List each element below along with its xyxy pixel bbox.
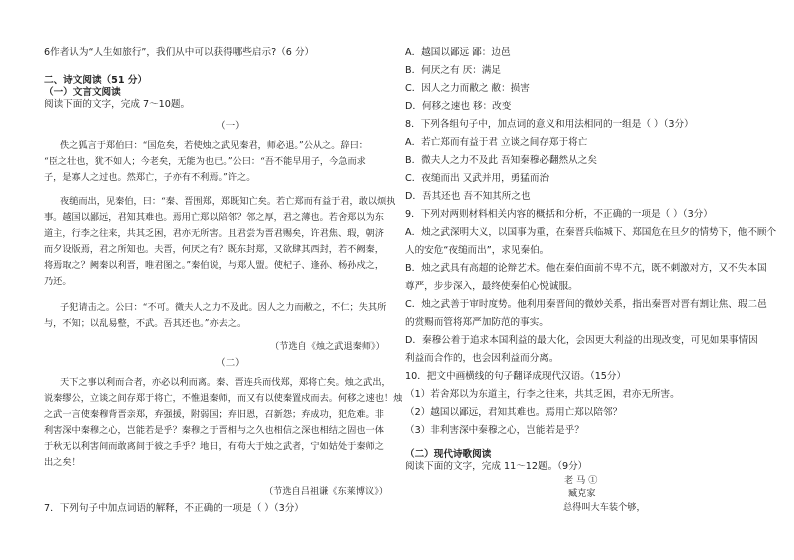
poem-author: 臧克家 [568,488,596,499]
passage-line: 说秦缪公，立谈之间存郑于将亡，不惟退秦师，而又有以使秦置戍而去。何移之速也！烛 [44,393,403,404]
q8-option-b: B．微夫人之力不及此 吾知秦穆必翻然从之矣 [405,155,597,166]
text-marker-1: （一） [216,121,245,132]
passage-line: 出之矣！ [44,457,81,468]
q9-line: 的赏赐而管将郑严加防范的事实。 [405,317,549,328]
q7-option-d: D．何移之速也 移：改变 [405,101,512,112]
q9-line: D．秦穆公着于追求本国利益的最大化，会因更大利益的出现改变，可见如果事情因 [405,335,758,346]
subsection-classical: （一）文言文阅读 [44,87,121,98]
q7-option-a: A．越国以鄙远 鄙：边邑 [405,47,511,58]
question-10: 10．把文中画横线的句子翻译成现代汉语。（15分） [405,371,627,382]
q10-item-3: （3）非利害深中秦穆之心，岂能若是乎？ [405,425,584,436]
source-citation-1: （节选自《烛之武退秦师》） [270,341,385,352]
section-heading-poetry: 二、诗文阅读（51 分） [44,75,148,86]
q9-line: C．烛之武善于审时度势。他利用秦晋间的微妙关系，指出秦晋对晋有割让焦、瑕二邑 [405,299,767,310]
q9-line: A．烛之武深明大义，以国事为重，在秦晋兵临城下、郑国危在旦夕的情势下，他不顾个 [405,227,777,238]
q9-line: B．烛之武具有高超的论辩艺术。他在秦伯面前不卑不亢，既不刺激对方，又不失本国 [405,263,767,274]
passage-line: 事。越国以鄙远，君知其难也。焉用亡郑以陪邻？邻之厚，君之薄也。若舍郑以为东 [44,212,384,223]
passage-line: 利害深中秦穆之心，岂能若是乎？秦穆之于晋相与之久也相信之深也相结之固也一体 [44,425,384,436]
passage-line: 夜缒而出，见秦伯，曰：“秦、晋围郑，郑既知亡矣。若亡郑而有益于君，敢以烦执 [60,196,396,207]
poem-title: 老 马 ① [564,475,598,486]
q10-item-2: （2）越国以鄙远，君知其难也。焉用亡郑以陪邻？ [405,407,623,418]
passage-line: 道主，行李之往来，共其乏困，君亦无所害。且君尝为晋君赐矣，许君焦、瑕，朝济 [44,228,384,239]
text-marker-2: （二） [216,358,245,369]
passage-line: 乃还。 [44,276,72,287]
passage-line: 于秋无以利害间而敢离间于彼之手乎？地日，有苟大于烛之武者，宁如姑处于秦师之 [44,441,384,452]
passage-line: “臣之壮也，犹不如人；今老矣，无能为也已。”公曰：“吾不能早用子，今急而求 [44,156,366,167]
q8-option-c: C．夜缒而出 又武并用，勇猛而治 [405,173,550,184]
q8-option-d: D．吾其还也 吾不知其所之也 [405,191,531,202]
poem-line: 总得叫大车装个够， [563,502,646,513]
passage-line: 而夕设版焉，君之所知也。夫晋，何厌之有？既东封郑，又欲肆其西封，若不阙秦， [44,244,384,255]
question-8: 8．下列各组句子中，加点词的意义和用法相同的一组是（ ）（3分） [405,119,694,130]
instruction-text: 阅读下面的文字，完成 7～10题。 [44,99,191,110]
question-6: 6作者认为“人生如旅行”，我们从中可以获得哪些启示?（6 分） [44,47,315,58]
q10-item-1: （1）若舍郑以为东道主，行李之往来，共其乏困，君亦无所害。 [405,389,680,400]
source-citation-2: （节选自吕祖谦《东莱博议》） [264,486,389,497]
passage-line: 天下之事以利而合者，亦必以利而离。秦、晋连兵而伐郑，郑将亡矣。烛之武出， [60,377,391,388]
q9-line: 尊严，步步深入，最终使秦伯心悦诚服。 [405,281,578,292]
passage-line: 子犯请击之。公曰：“不可。微夫人之力不及此。因人之力而敝之，不仁；失其所 [60,302,387,313]
passage-line: 佚之狐言于郑伯曰：“国危矣，若使烛之武见秦君，师必退。”公从之。辞曰： [60,140,368,151]
q7-option-c: C．因人之力而敝之 敝：损害 [405,83,530,94]
instruction-text-2: 阅读下面的文字，完成 11～12题。（9分） [405,461,588,472]
subsection-modern-poetry: （二）现代诗歌阅读 [405,449,492,460]
q9-line: 人的安危“夜缒而出”，求见秦伯。 [405,245,550,256]
question-9: 9．下列对两则材料相关内容的概括和分析，不正确的一项是（ ）（3分） [405,209,713,220]
passage-line: 将焉取之？阙秦以利晋，唯君图之。”秦伯说，与郑人盟。使杞子、逢孙、杨孙戍之， [44,260,385,271]
question-7: 7．下列句子中加点词语的解释，不正确的一项是（ ）（3分） [44,503,304,514]
q8-option-a: A．若亡郑而有益于君 立谈之间存郑于将亡 [405,137,588,148]
q7-option-b: B．何厌之有 厌：满足 [405,65,501,76]
passage-line: 子，是寡人之过也。然郑亡，子亦有不利焉。”许之。 [44,172,256,183]
q9-line: 利益而合作的，也会因利益而分离。 [405,353,559,364]
passage-line: 与，不知；以乱易整，不武。吾其还也。”亦去之。 [44,318,247,329]
passage-line: 之武一言使秦穆背晋亲郑，弃强援，附弱国；弃旧恩，召新怨；弃成功，犯危难。非 [44,409,384,420]
